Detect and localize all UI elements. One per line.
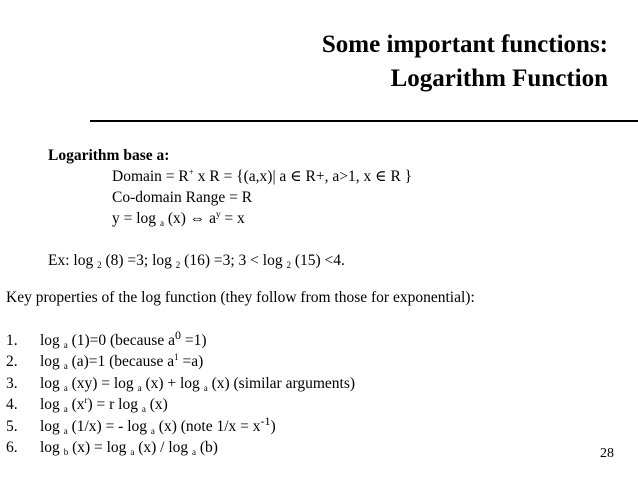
codomain-line: Co-domain Range = R <box>112 189 253 206</box>
property-sub: b <box>63 447 69 457</box>
relation-text-2: (x) ⇔ a <box>163 210 217 227</box>
property-text: log <box>40 353 64 370</box>
property-sub: a <box>150 425 155 436</box>
property-text: log <box>40 374 64 392</box>
definition-heading: Logarithm base a: <box>48 147 170 164</box>
page-number: 28 <box>600 446 614 461</box>
title-line-1: Some important functions: <box>321 31 608 58</box>
domain-text-2: x R = {(a,x)| a ∈ R+, a>1, x ∈ R } <box>193 168 413 185</box>
property-sub: a <box>203 382 208 393</box>
title-line-2: Logarithm Function <box>390 65 608 92</box>
properties-block <box>6 287 475 459</box>
property-number: 2. <box>6 353 18 370</box>
property-text: log <box>40 439 64 456</box>
property-text: (xy) = log <box>67 374 138 392</box>
property-item-2 <box>6 351 475 373</box>
property-sup: 0 <box>174 327 181 342</box>
property-sub: a <box>63 382 68 393</box>
title-divider <box>90 120 638 122</box>
property-number: 4. <box>6 396 18 413</box>
relation-sub: a <box>159 218 164 228</box>
property-text: ) = r log <box>87 396 142 413</box>
property-sup: -1 <box>260 413 271 428</box>
example-sub-3: 2 <box>286 260 291 270</box>
example-text-1: Ex: log <box>48 252 98 269</box>
property-text: (x) (note 1/x = x <box>154 417 261 435</box>
property-text: log <box>40 396 64 413</box>
property-text: (x) <box>145 396 168 413</box>
example-sub-2: 2 <box>175 260 181 270</box>
property-text: log <box>40 417 64 435</box>
example-line <box>48 250 412 271</box>
domain-text-1: Domain = R <box>112 168 189 185</box>
property-item-6 <box>6 437 475 459</box>
property-text: (a)=1 (because a <box>67 353 175 370</box>
property-sub: a <box>192 447 196 457</box>
relation-text-1: y = log <box>112 210 160 227</box>
property-sub: a <box>63 339 68 350</box>
property-text: (x <box>67 396 85 413</box>
property-text: (x) (similar arguments) <box>207 374 356 392</box>
domain-sup: + <box>188 167 194 177</box>
property-sub: a <box>141 404 146 414</box>
property-text: (x) + log <box>141 374 204 392</box>
property-item-1 <box>6 327 475 352</box>
property-item-5 <box>6 413 475 438</box>
definition-block <box>48 145 412 271</box>
property-text: =a) <box>178 353 204 370</box>
domain-line <box>48 166 412 187</box>
property-text: (1/x) = - log <box>67 417 151 435</box>
example-text-3: (16) =3; 3 < log <box>180 252 287 269</box>
property-text: =1) <box>180 331 207 349</box>
property-sup: r <box>84 395 88 405</box>
example-text-4: (15) <4. <box>290 252 345 269</box>
property-text: (b) <box>196 439 218 456</box>
property-sub: a <box>137 382 142 393</box>
property-text: (x) / log <box>134 439 192 456</box>
example-text-2: (8) =3; log <box>101 252 176 269</box>
relation-text-3: = x <box>220 210 245 227</box>
relation-sup: y <box>216 209 221 219</box>
example-sub-1: 2 <box>97 260 102 270</box>
property-sub: a <box>63 404 68 414</box>
slide-title <box>322 28 608 96</box>
property-number: 1. <box>6 331 18 349</box>
property-number: 3. <box>6 374 18 392</box>
property-sub: a <box>63 361 68 371</box>
property-number: 5. <box>6 417 18 435</box>
property-sup: 1 <box>174 352 179 362</box>
property-number: 6. <box>6 439 18 456</box>
property-text: (x) = log <box>68 439 131 456</box>
relation-line <box>48 208 412 229</box>
property-text: ) <box>270 417 276 435</box>
property-sub: a <box>130 447 135 457</box>
property-sub: a <box>63 425 68 436</box>
property-item-3 <box>6 373 475 395</box>
property-text: (1)=0 (because a <box>67 331 175 349</box>
property-text: log <box>40 331 64 349</box>
key-intro: Key properties of the log function (they follow from those for exponential): <box>6 289 475 306</box>
property-item-4 <box>6 394 475 416</box>
